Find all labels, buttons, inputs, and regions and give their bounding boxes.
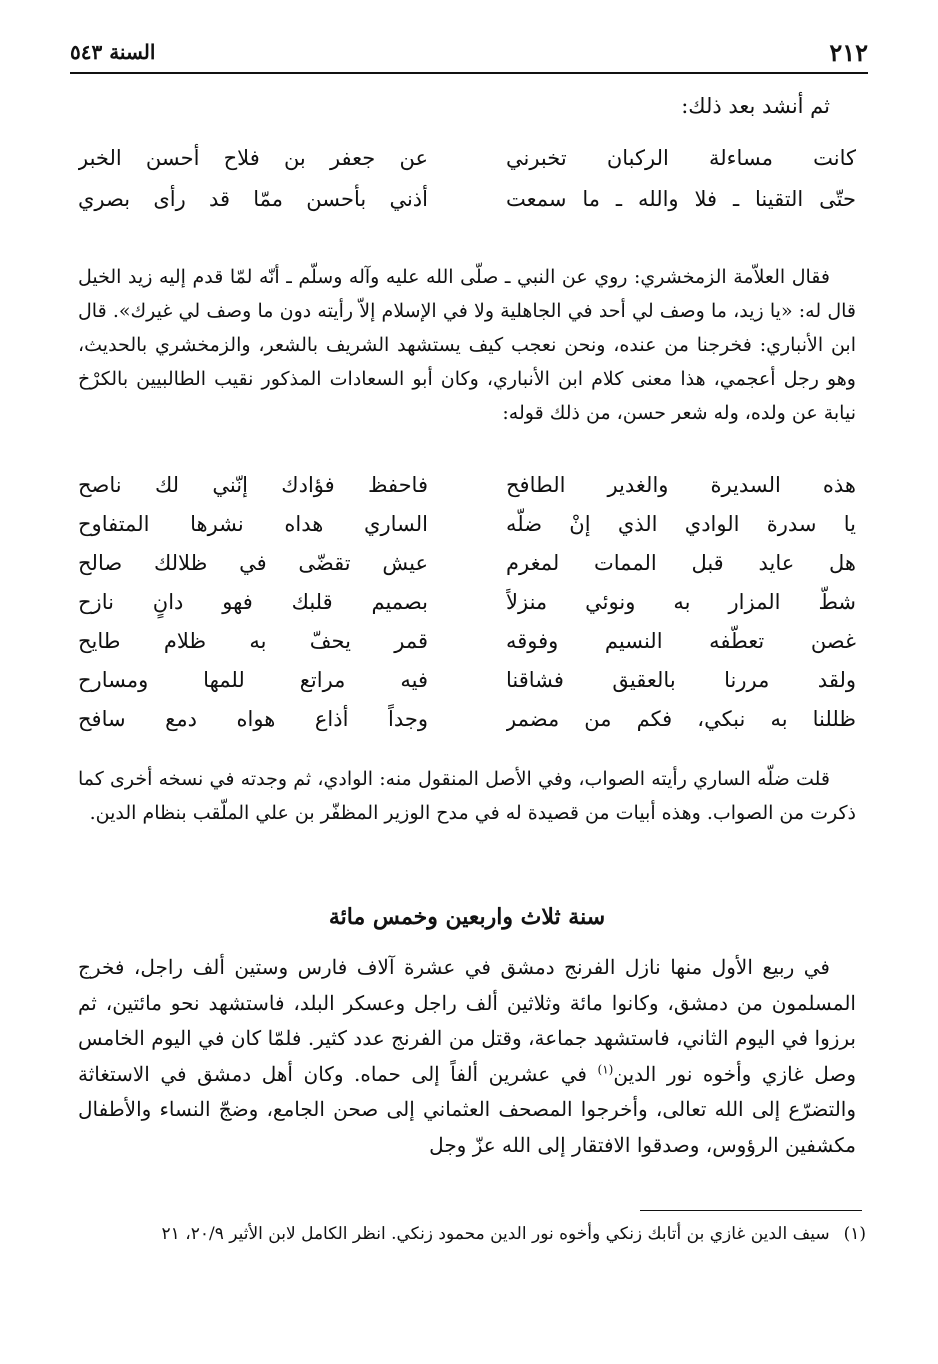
paragraph-zamakhshari: فقال العلاّمة الزمخشري: روي عن النبي ـ صلّى الله عليه وآله وسلّم ـ أنّه لمّا قدم إليه زيد الخيل قال له: «يا زيد، ما وصف لي أحد في الجاهلية ولا في الإسلام إلاّ رأيته دون ما وصف لي غيرك». قال ابن الأنباري: فخرجنا من عنده، ونحن نعجب كيف يستشهد الشريف بالشعر، والزمخشري بالحديث، وهو رجل أعجمي، هذا معنى كلام ابن الأنباري، وكان أبو السعادات المذكور نقيب الطالبيين بالكرْخ نيابة عن ولده، وله شعر حسن، من ذلك قوله:: [78, 266, 856, 424]
verse-second-hemistich: عيش تقضّى في ظلالك صالح: [78, 551, 428, 575]
paragraph-year-events: [78, 950, 856, 1163]
verse-row: [78, 505, 856, 544]
verse-first-hemistich: هذه السديرة والغدير الطافح: [506, 473, 856, 497]
verse-second-hemistich: عن جعفر بن فلاح أحسن الخبر: [78, 146, 428, 170]
verse-second-hemistich: بصميم قلبك فهو دانٍ نازح: [78, 590, 428, 614]
header-year-title: السنة ٥٤٣: [70, 40, 156, 64]
paragraph-commentary: قلت ضلّه الساري رأيته الصواب، وفي الأصل المنقول منه: الوادي، ثم وجدته في نسخه أخرى كما ذكرت من الصواب. وهذه أبيات من قصيدة له في مدح الوزير المظفّر بن علي الملّقب بنظام الدين.: [78, 768, 856, 824]
poem-block-1: [78, 138, 856, 220]
verse-row: [78, 700, 856, 739]
verse-row: [78, 138, 856, 179]
poem-block-2: [78, 466, 856, 739]
paragraph-text-after-note: في عشرين ألفاً إلى حماه. وكان أهل دمشق في الاستغاثة والتضرّع إلى الله تعالى، وأخرجوا المصحف العثماني إلى صحن الجامع، وضجّ النساء والأطفال مكشفين الرؤوس، وصدقوا الافتقار إلى الله عزّ وجل: [78, 1061, 856, 1157]
verse-second-hemistich: قمر يحفّ به ظلام طايح: [78, 629, 428, 653]
footnote-number: (١): [843, 1224, 866, 1244]
footnote-reference[interactable]: (١): [597, 1061, 614, 1076]
header-rule: [70, 72, 868, 74]
footnote: [78, 1218, 866, 1250]
verse-row: [78, 544, 856, 583]
verse-second-hemistich: الساري هداه نشرها المتفاوح: [78, 512, 428, 536]
verse-second-hemistich: وجداً أذاع هواه دمع سافح: [78, 707, 428, 731]
paragraph-text-before-note: في ربيع الأول منها نازل الفرنج دمشق في عشرة آلاف فارس وستين ألف راجل، فخرج المسلمون من دمشق، وكانوا مائة وثلاثين ألف راجل وعسكر البلد، فاستشهد نحو مائتين، ثم برزوا في اليوم الثاني، فاستشهد جماعة، وقتل من الفرنج عدد كثير. فلمّا كان في اليوم الخامس وصل غازي وأخوه نور الدين: [78, 955, 857, 1086]
verse-first-hemistich: ظللنا به نبكي، فكم من مضمر: [506, 707, 856, 731]
verse-row: [78, 583, 856, 622]
verse-first-hemistich: غصن تعطّفه النسيم وفوقه: [506, 629, 856, 653]
page-number: ٢١٢: [829, 37, 868, 67]
verse-row: [78, 622, 856, 661]
verse-row: [78, 179, 856, 220]
verse-second-hemistich: أذني بأحسن ممّا قد رأى بصري: [78, 187, 428, 211]
verse-first-hemistich: كانت مساءلة الركبان تخبرني: [506, 146, 856, 170]
section-heading: سنة ثلاث واربعين وخمس مائة: [328, 904, 606, 930]
verse-first-hemistich: هل عايد قبل الممات لمغرم: [506, 551, 856, 575]
intro-line: ثم أنشد بعد ذلك:: [681, 94, 830, 118]
footnote-text: سيف الدين غازي بن أتابك زنكي وأخوه نور الدين محمود زنكي. انظر الكامل لابن الأثير ٢٠/٩، ٢١: [161, 1224, 830, 1244]
verse-first-hemistich: شطّ المزار به ونوئي منزلاً: [506, 590, 856, 614]
verse-first-hemistich: ولقد مررنا بالعقيق فشاقنا: [506, 668, 856, 692]
verse-first-hemistich: حتّى التقينا ـ فلا والله ـ ما سمعت: [506, 187, 856, 211]
footnote-rule: [640, 1210, 862, 1211]
verse-row: [78, 661, 856, 700]
verse-row: [78, 466, 856, 505]
verse-second-hemistich: فاحفظ فؤادك إنّني لك ناصح: [78, 473, 428, 497]
running-header: [70, 34, 868, 70]
verse-first-hemistich: يا سدرة الوادي الذي إنْ ضلّه: [506, 512, 856, 536]
verse-second-hemistich: فيه مراتع للمها ومسارح: [78, 668, 428, 692]
